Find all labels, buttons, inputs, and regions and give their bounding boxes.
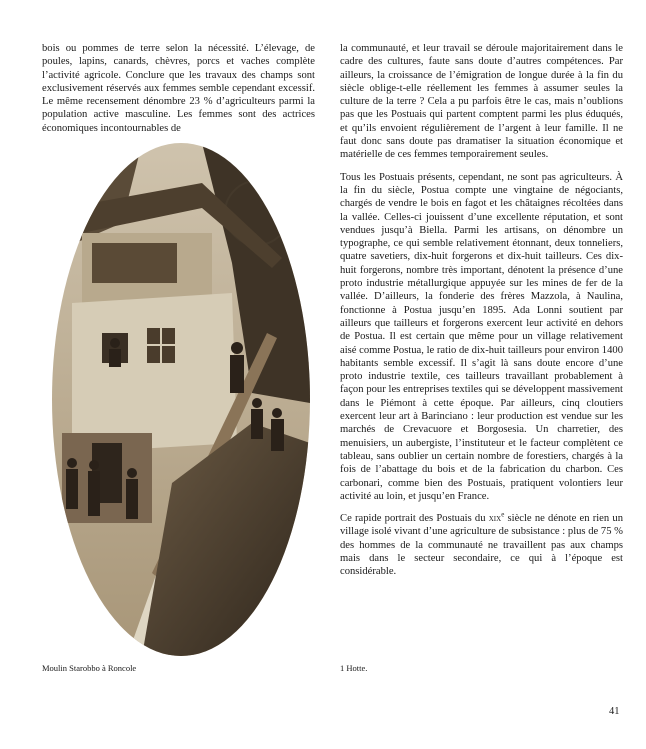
mill-photograph [52, 143, 310, 656]
right-text-column [340, 42, 623, 588]
left-paragraph: bois ou pommes de terre selon la nécessité. L’élevage, de poules, lapins, canards, chèvres, porcs et vaches complète l’activité agricole. Conclure que les travaux des champs sont exclusivement réservés aux femmes semble cependant excessif. Le même recensement dénombre 23 % d’agriculteurs parmi la population active masculine. Les femmes sont des actrices économiques incontournables de [42, 43, 315, 134]
right-paragraph-2: Tous les Postuais présents, cependant, ne sont pas agriculteurs. À la fin du siècle, Postua compte une vingtaine de négociants, chargés de vendre le bois en fagot et les châtaignes récoltées dans la vallée. Celles-ci jouissent d’une excellente réputation, et sont vendues jusqu’à Biella. Parmi les artisans, on dénombre un typographe, ce qui semble relativement étonnant, deux tonneliers, quatre savetiers, dix-huit forgerons et dix-huit tailleurs. Ces dix-huit forgerons, nombre très important, dénotent la présence d’une proto industrie métallurgique appuyée sur les mines de fer de la vallée. D’ailleurs, la fonderie des frères Mazzola, à Naulina, fonctionne à Postua jusqu’en 1895. Ada Lonni soutient par ailleurs que tailleurs et forgerons exercent leur activité en dehors de Postua. Il est certain que même pour un village relativement aisé comme Postua, le ratio de dix-huit tailleurs pour environ 1400 habitants semble excessif. Il s’agit là sans doute encore d’une proto industrie textile, ces tailleurs travaillant probablement à façon pour les entreprises textiles qui se développent massivement dans le Piémont à cette époque. Par ailleurs, cinq cloutiers exercent leur art à Barinciano : leur production est vendue sur les marchés de Crevacuore et Borgosesia. Un charretier, des menuisiers, un aubergiste, l’instituteur et le facteur complètent ce tableau, sans oublier un certain nombre de forestiers, chargés à la fois de l’abattage du bois et de la fabrication du charbon. Ces carbonari, comme bien des Postuais, pratiquent volontiers leur activité au loin, et jusqu’en France. [340, 171, 623, 502]
footnote: 1 Hotte. [340, 663, 368, 673]
right-paragraph-3: Ce rapide portrait des Postuais du xix$^e$ siècle ne dénote en rien un village isolé vivant d’une agriculture de subsistance : plus de 75 % des hommes de la communauté ne travaillent pas aux champs mais dans le secteur secondaire, ce qui à l’époque est considérable. [340, 510, 623, 578]
page-number: 41 [609, 706, 620, 717]
left-text-column [42, 42, 315, 135]
photo-caption: Moulin Starobbo à Roncole [42, 663, 137, 673]
century-numeral: xix [488, 513, 502, 525]
right-paragraph-1: la communauté, et leur travail se déroule majoritairement dans le cadre des cultures, faute sans doute d’autres compétences. Par ailleurs, la croissance de l’émigration de longue durée à la fin du siècle oblige-t-elle réellement les femmes à assumer seules la culture de la terre ? Cela a pu parfois être le cas, mais n’oublions pas que les Postuais qui partent comptent parmi les plus éduqués, et qu’ils envoient régulièrement de l’argent à leur famille. Il ne faut donc sans doute pas dramatiser la situation économique et matérielle de ces femmes temporairement seules. [340, 43, 623, 161]
